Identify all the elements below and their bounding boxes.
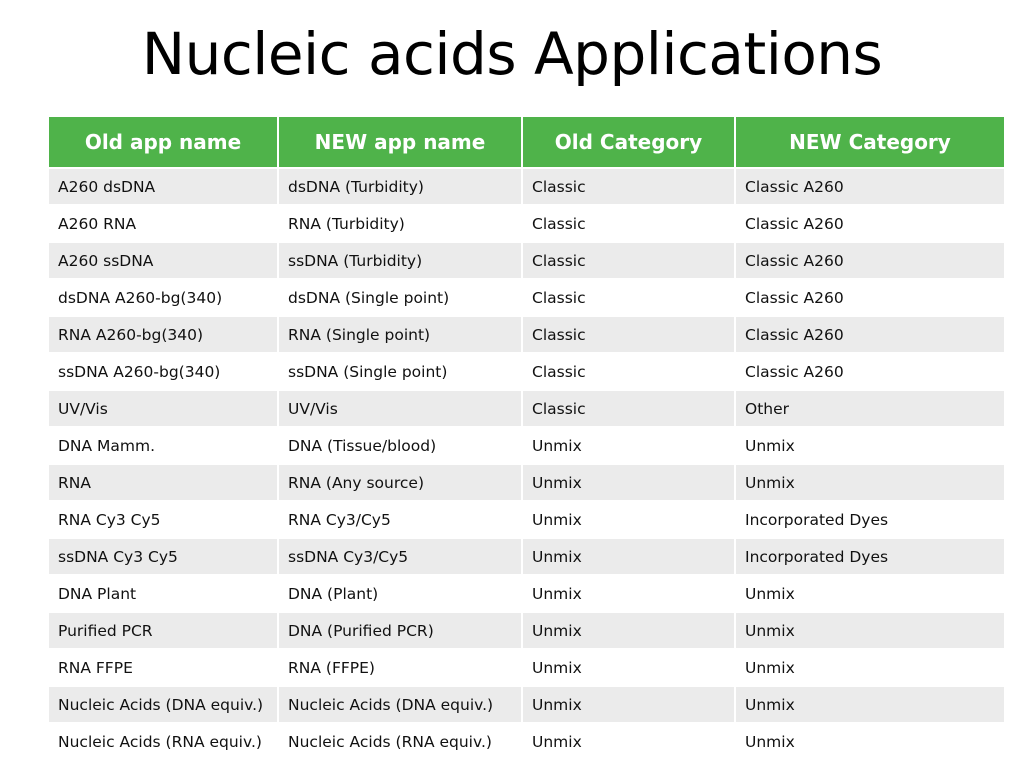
new-app-name-cell: ssDNA (Single point) <box>278 353 522 390</box>
old-category-cell: Unmix <box>522 612 735 649</box>
old-app-name-cell: Nucleic Acids (DNA equiv.) <box>49 686 278 723</box>
table-row <box>49 501 1004 538</box>
new-category-cell: Unmix <box>735 649 1004 686</box>
new-app-name-cell: UV/Vis <box>278 390 522 427</box>
table-row <box>49 427 1004 464</box>
applications-table <box>49 117 1004 761</box>
new-app-name-cell: DNA (Tissue/blood) <box>278 427 522 464</box>
old-app-name-cell: RNA A260-bg(340) <box>49 316 278 353</box>
new-app-name-cell: ssDNA (Turbidity) <box>278 242 522 279</box>
new-category-cell: Classic A260 <box>735 279 1004 316</box>
old-category-cell: Unmix <box>522 501 735 538</box>
new-app-name-cell: dsDNA (Turbidity) <box>278 168 522 205</box>
new-app-name-cell: dsDNA (Single point) <box>278 279 522 316</box>
old-app-name-cell: UV/Vis <box>49 390 278 427</box>
table-row <box>49 168 1004 205</box>
new-app-name-cell: ssDNA Cy3/Cy5 <box>278 538 522 575</box>
slide-title: Nucleic acids Applications <box>141 20 883 88</box>
table-row <box>49 242 1004 279</box>
new-category-cell: Classic A260 <box>735 205 1004 242</box>
table-body <box>49 168 1004 760</box>
table-row <box>49 205 1004 242</box>
old-app-name-cell: dsDNA A260-bg(340) <box>49 279 278 316</box>
old-category-cell: Unmix <box>522 464 735 501</box>
new-category-cell: Incorporated Dyes <box>735 538 1004 575</box>
old-category-cell: Classic <box>522 279 735 316</box>
new-category-cell: Unmix <box>735 612 1004 649</box>
header-old-category: Old Category <box>522 117 735 168</box>
old-category-cell: Unmix <box>522 427 735 464</box>
table-row <box>49 538 1004 575</box>
new-category-cell: Incorporated Dyes <box>735 501 1004 538</box>
old-app-name-cell: A260 dsDNA <box>49 168 278 205</box>
old-app-name-cell: RNA <box>49 464 278 501</box>
table-header-row <box>49 117 1004 168</box>
old-app-name-cell: DNA Plant <box>49 575 278 612</box>
new-category-cell: Classic A260 <box>735 316 1004 353</box>
old-category-cell: Classic <box>522 205 735 242</box>
new-app-name-cell: Nucleic Acids (DNA equiv.) <box>278 686 522 723</box>
old-app-name-cell: RNA FFPE <box>49 649 278 686</box>
new-category-cell: Unmix <box>735 723 1004 760</box>
old-app-name-cell: Purified PCR <box>49 612 278 649</box>
new-app-name-cell: Nucleic Acids (RNA equiv.) <box>278 723 522 760</box>
header-new-category: NEW Category <box>735 117 1004 168</box>
old-app-name-cell: RNA Cy3 Cy5 <box>49 501 278 538</box>
table-row <box>49 390 1004 427</box>
new-category-cell: Unmix <box>735 686 1004 723</box>
old-app-name-cell: A260 ssDNA <box>49 242 278 279</box>
new-app-name-cell: RNA (FFPE) <box>278 649 522 686</box>
table-row <box>49 279 1004 316</box>
new-app-name-cell: RNA Cy3/Cy5 <box>278 501 522 538</box>
header-new-app-name: NEW app name <box>278 117 522 168</box>
old-category-cell: Unmix <box>522 575 735 612</box>
old-category-cell: Unmix <box>522 686 735 723</box>
table-row <box>49 612 1004 649</box>
old-app-name-cell: DNA Mamm. <box>49 427 278 464</box>
old-category-cell: Classic <box>522 242 735 279</box>
new-category-cell: Other <box>735 390 1004 427</box>
table-row <box>49 723 1004 760</box>
table-row <box>49 575 1004 612</box>
new-category-cell: Unmix <box>735 427 1004 464</box>
new-category-cell: Classic A260 <box>735 353 1004 390</box>
new-app-name-cell: RNA (Any source) <box>278 464 522 501</box>
new-category-cell: Unmix <box>735 575 1004 612</box>
table-row <box>49 316 1004 353</box>
old-category-cell: Unmix <box>522 723 735 760</box>
header-old-app-name: Old app name <box>49 117 278 168</box>
table-row <box>49 649 1004 686</box>
old-app-name-cell: ssDNA Cy3 Cy5 <box>49 538 278 575</box>
new-app-name-cell: DNA (Purified PCR) <box>278 612 522 649</box>
table-row <box>49 686 1004 723</box>
old-category-cell: Classic <box>522 390 735 427</box>
old-app-name-cell: A260 RNA <box>49 205 278 242</box>
new-app-name-cell: RNA (Single point) <box>278 316 522 353</box>
table-row <box>49 353 1004 390</box>
old-category-cell: Classic <box>522 353 735 390</box>
old-category-cell: Unmix <box>522 649 735 686</box>
old-category-cell: Unmix <box>522 538 735 575</box>
old-category-cell: Classic <box>522 316 735 353</box>
new-category-cell: Classic A260 <box>735 242 1004 279</box>
new-app-name-cell: DNA (Plant) <box>278 575 522 612</box>
new-category-cell: Unmix <box>735 464 1004 501</box>
new-category-cell: Classic A260 <box>735 168 1004 205</box>
old-app-name-cell: Nucleic Acids (RNA equiv.) <box>49 723 278 760</box>
table-row <box>49 464 1004 501</box>
new-app-name-cell: RNA (Turbidity) <box>278 205 522 242</box>
old-app-name-cell: ssDNA A260-bg(340) <box>49 353 278 390</box>
old-category-cell: Classic <box>522 168 735 205</box>
